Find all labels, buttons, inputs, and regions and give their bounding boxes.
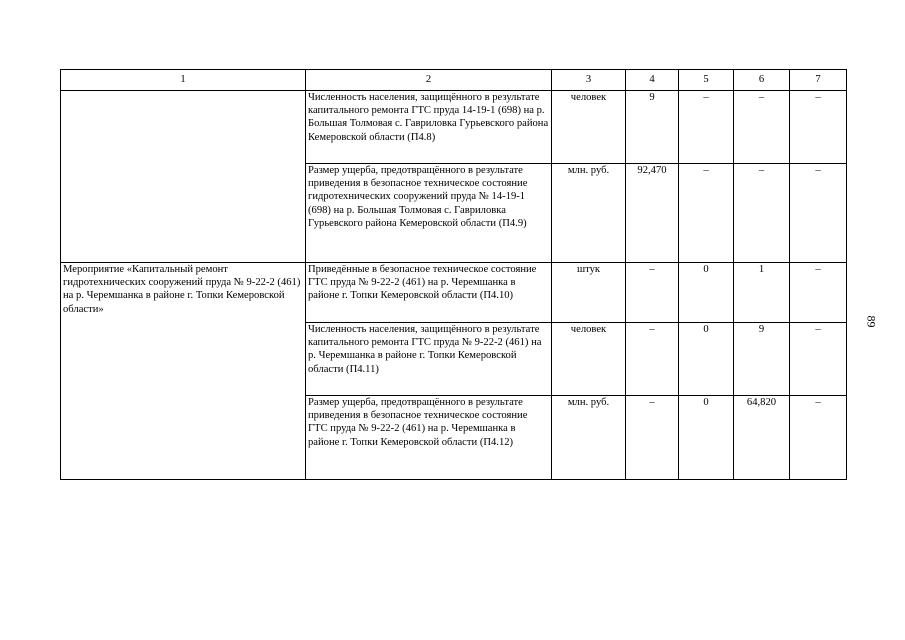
value-cell: – <box>626 323 679 396</box>
value-cell: 0 <box>679 396 734 480</box>
header-row <box>61 70 847 91</box>
indicators-table <box>60 69 847 480</box>
table-row <box>61 263 847 323</box>
value-cell: 64,820 <box>734 396 790 480</box>
unit-cell: млн. руб. <box>552 396 626 480</box>
value-cell: 9 <box>734 323 790 396</box>
column-header-2: 2 <box>306 70 552 91</box>
value-cell: – <box>734 91 790 164</box>
value-cell: – <box>626 396 679 480</box>
value-cell: – <box>790 263 847 323</box>
value-cell: – <box>734 164 790 263</box>
value-cell: 0 <box>679 323 734 396</box>
value-cell: 1 <box>734 263 790 323</box>
value-cell: 9 <box>626 91 679 164</box>
column-header-4: 4 <box>626 70 679 91</box>
indicator-cell: Численность населения, защищённого в результате капитального ремонта ГТС пруда № 9-22-2 (461) на р. Черемшанка в районе г. Топки Кемеровской области (П4.11) <box>306 323 552 396</box>
value-cell: – <box>679 91 734 164</box>
value-cell: – <box>679 164 734 263</box>
indicator-cell: Численность населения, защищённого в результате капитального ремонта ГТС пруда 14-19-1 (698) на р. Большая Толмовая с. Гавриловка Гурьевского района Кемеровской области (П4.8) <box>306 91 552 164</box>
page-number: 89 <box>864 315 879 328</box>
column-header-7: 7 <box>790 70 847 91</box>
column-header-6: 6 <box>734 70 790 91</box>
indicator-cell: Приведённые в безопасное техническое состояние ГТС пруда № 9-22-2 (461) на р. Черемшанка в районе г. Топки Кемеровской области (П4.10) <box>306 263 552 323</box>
value-cell: 0 <box>679 263 734 323</box>
value-cell: – <box>790 396 847 480</box>
column-header-5: 5 <box>679 70 734 91</box>
unit-cell: штук <box>552 263 626 323</box>
value-cell: – <box>790 164 847 263</box>
indicator-cell: Размер ущерба, предотвращённого в результате приведения в безопасное техническое состояние ГТС пруда № 9-22-2 (461) на р. Черемшанка в районе г. Топки Кемеровской области (П4.12) <box>306 396 552 480</box>
value-cell: – <box>790 323 847 396</box>
value-cell: – <box>790 91 847 164</box>
unit-cell: человек <box>552 323 626 396</box>
unit-cell: млн. руб. <box>552 164 626 263</box>
column-header-3: 3 <box>552 70 626 91</box>
table-row <box>61 91 847 164</box>
measure-cell <box>61 91 306 263</box>
unit-cell: человек <box>552 91 626 164</box>
measure-cell: Мероприятие «Капитальный ремонт гидротехнических сооружений пруда № 9-22-2 (461) на р. Черемшанка в районе г. Топки Кемеровской области» <box>61 263 306 480</box>
indicator-cell: Размер ущерба, предотвращённого в результате приведения в безопасное техническое состояние гидротехнических сооружений пруда № 14-19-1 (698) на р. Большая Толмовая с. Гавриловка Гурьевского района Кемеровской области (П4.9) <box>306 164 552 263</box>
column-header-1: 1 <box>61 70 306 91</box>
value-cell: 92,470 <box>626 164 679 263</box>
value-cell: – <box>626 263 679 323</box>
